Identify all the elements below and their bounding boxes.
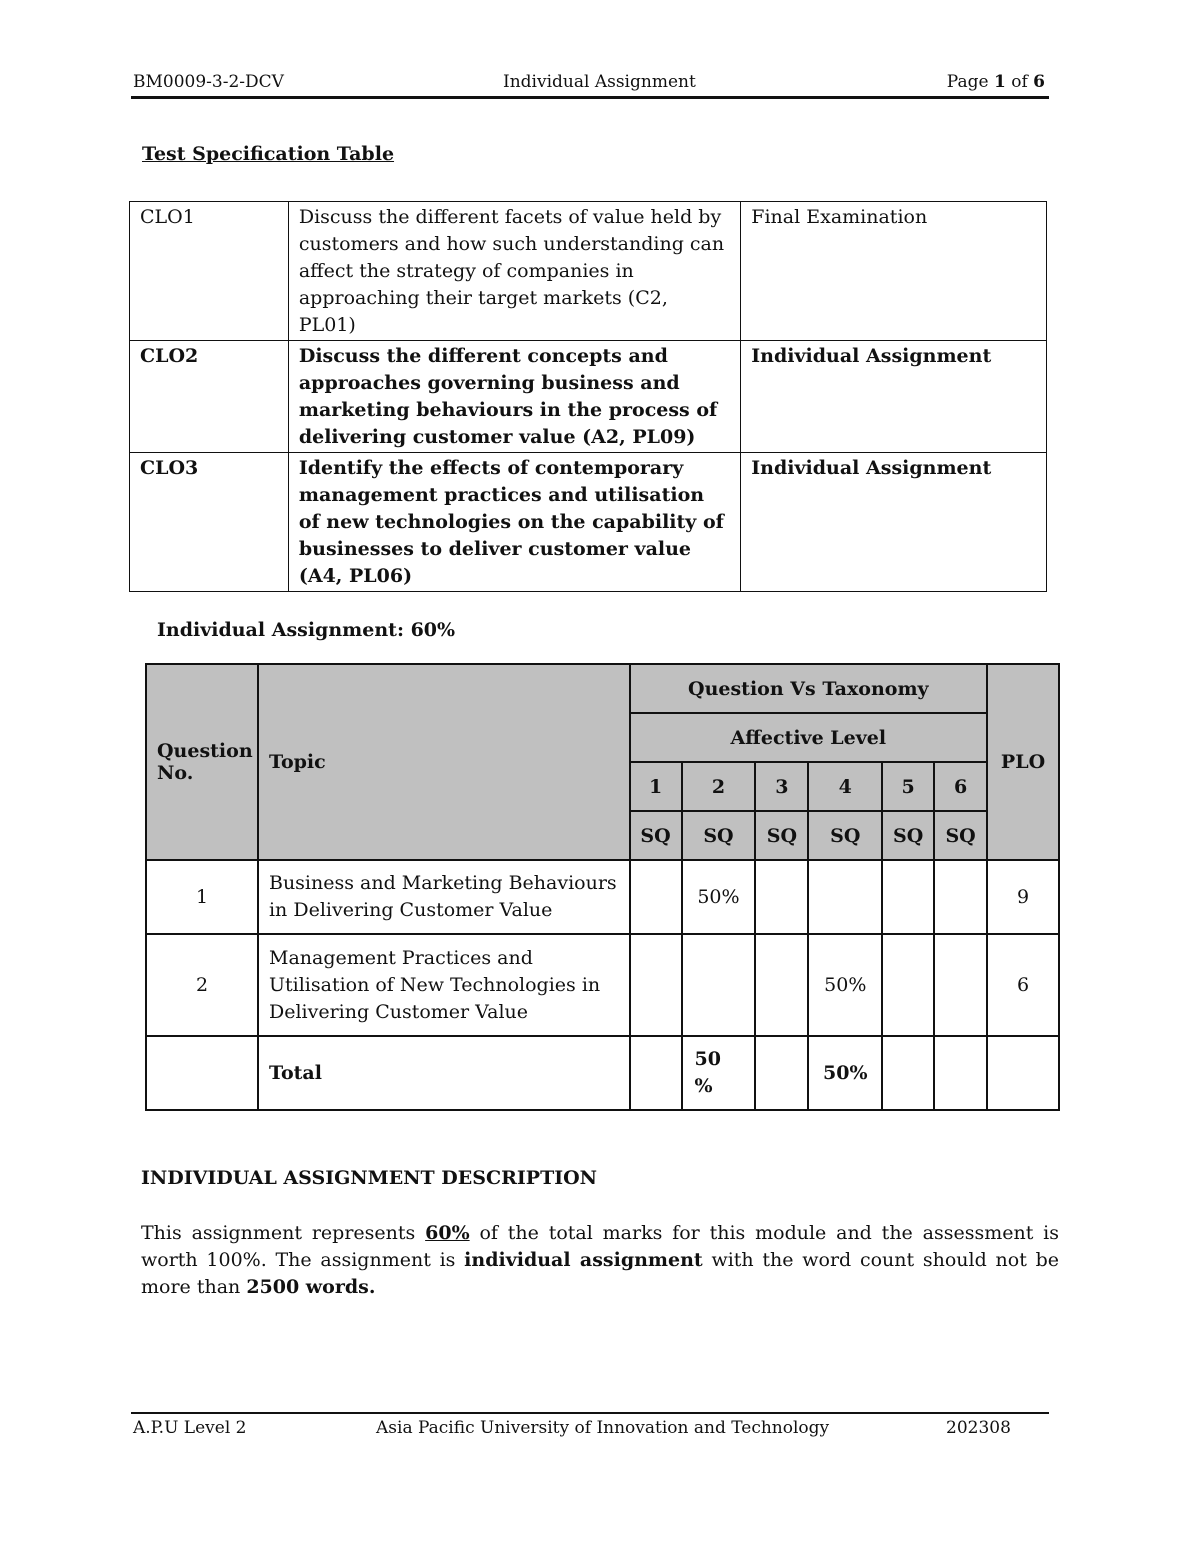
module-code: BM0009-3-2-DCV (133, 72, 284, 92)
total-level-cell (630, 1036, 682, 1110)
clo-description: Identify the effects of contemporary management practices and utilisation of new technologies on the capability of businesses to deliver customer value (A4, PL06) (288, 453, 740, 592)
plo-cell: 6 (987, 934, 1059, 1036)
sq-label: SQ (934, 811, 987, 860)
topic-cell: Business and Marketing Behaviours in Delivering Customer Value (258, 860, 630, 934)
table-row (130, 341, 1047, 453)
total-level-cell (882, 1036, 934, 1110)
clo-assessment: Individual Assignment (741, 453, 1047, 592)
clo-description: Discuss the different concepts and approaches governing business and marketing behaviours in the process of delivering customer value (A2, PL09) (288, 341, 740, 453)
table-row (146, 934, 1059, 1036)
level-number: 4 (808, 762, 882, 811)
header-topic: Topic (258, 664, 630, 860)
sq-label: SQ (630, 811, 682, 860)
total-level-cell: 50 % (682, 1036, 756, 1110)
footer-level: A.P.U Level 2 (133, 1418, 247, 1438)
total-row (146, 1036, 1059, 1110)
header-plo: PLO (987, 664, 1059, 860)
level-cell (682, 934, 756, 1036)
sq-label: SQ (882, 811, 934, 860)
table-row (146, 860, 1059, 934)
sq-label: SQ (755, 811, 808, 860)
sq-label: SQ (808, 811, 882, 860)
clo-assessment: Final Examination (741, 202, 1047, 341)
level-cell (808, 860, 882, 934)
page-indicator: Page 1 of 6 (946, 72, 1045, 92)
level-cell (934, 860, 987, 934)
table-row (130, 202, 1047, 341)
sq-label: SQ (682, 811, 756, 860)
level-cell (934, 934, 987, 1036)
header-question-vs-taxonomy: Question Vs Taxonomy (630, 664, 987, 713)
clo-description: Discuss the different facets of value held by customers and how such understanding can affect the strategy of companies in approaching their target markets (C2, PL01) (288, 202, 740, 341)
header-affective-level: Affective Level (630, 713, 987, 762)
level-cell (882, 934, 934, 1036)
level-cell (755, 860, 808, 934)
clo-code: CLO2 (130, 341, 289, 453)
clo-assessment: Individual Assignment (741, 341, 1047, 453)
level-cell: 50% (682, 860, 756, 934)
total-plo-cell (987, 1036, 1059, 1110)
topic-cell: Management Practices and Utilisation of New Technologies in Delivering Customer Value (258, 934, 630, 1036)
footer-university: Asia Pacific University of Innovation and Technology (376, 1418, 830, 1438)
level-number: 1 (630, 762, 682, 811)
header-title: Individual Assignment (503, 72, 696, 92)
level-number: 3 (755, 762, 808, 811)
level-cell (630, 860, 682, 934)
page-header (131, 70, 1049, 99)
level-number: 2 (682, 762, 756, 811)
clo-code: CLO3 (130, 453, 289, 592)
total-level-cell (934, 1036, 987, 1110)
question-number: 2 (146, 934, 258, 1036)
clo-code: CLO1 (130, 202, 289, 341)
level-cell (755, 934, 808, 1036)
description-heading: INDIVIDUAL ASSIGNMENT DESCRIPTION (141, 1167, 598, 1189)
footer-code: 202308 (946, 1418, 1011, 1438)
level-number: 6 (934, 762, 987, 811)
total-level-cell: 50% (808, 1036, 882, 1110)
question-number: 1 (146, 860, 258, 934)
level-cell: 50% (808, 934, 882, 1036)
total-label: Total (258, 1036, 630, 1110)
total-question-cell (146, 1036, 258, 1110)
matrix-title: Individual Assignment: 60% (157, 619, 456, 641)
plo-cell: 9 (987, 860, 1059, 934)
description-paragraph: This assignment represents 60% of the total marks for this module and the assessment is worth 100%. The assignment is individual assignment with the word count should not be more than 2500 words. (141, 1222, 1059, 1298)
taxonomy-matrix-table (145, 663, 1060, 1111)
total-level-cell (755, 1036, 808, 1110)
level-cell (882, 860, 934, 934)
test-spec-title: Test Specification Table (142, 143, 395, 165)
level-number: 5 (882, 762, 934, 811)
level-cell (630, 934, 682, 1036)
header-question-no: Question No. (146, 664, 258, 860)
test-spec-table (129, 201, 1047, 592)
page-footer (131, 1412, 1049, 1444)
table-row (130, 453, 1047, 592)
